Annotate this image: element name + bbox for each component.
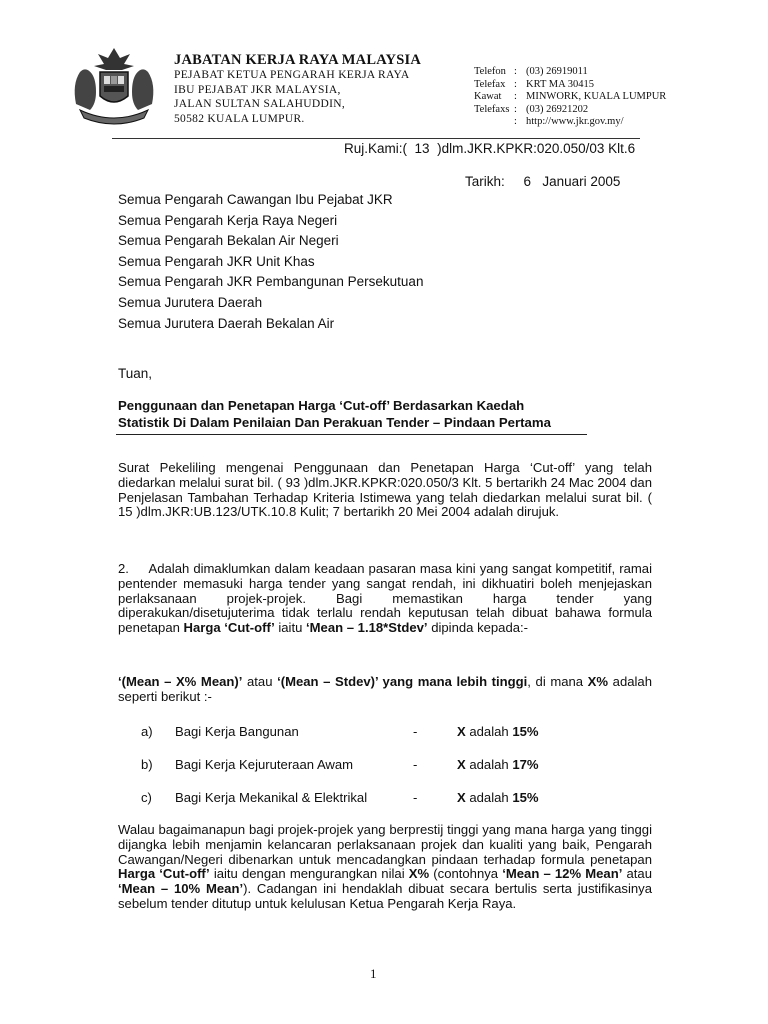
salutation: Tuan,: [118, 366, 153, 381]
letterhead-divider: [112, 138, 640, 139]
recipient: Semua Pengarah Cawangan Ibu Pejabat JKR: [118, 192, 393, 207]
letter-date: Tarikh: 6 Januari 2005: [465, 174, 621, 189]
contact-row: : http://www.jkr.gov.my/: [514, 116, 624, 128]
contact-row: Telefon : (03) 26919011: [474, 66, 588, 77]
contact-row: Kawat : MINWORK, KUALA LUMPUR: [474, 91, 667, 103]
recipient: Semua Pengarah Bekalan Air Negeri: [118, 233, 339, 249]
subject-heading: Penggunaan dan Penetapan Harga ‘Cut-off’ Berdasarkan Kaedah Statistik Di Dalam Penilaian Dan Perakuan Tender – Pindaan Pertama: [118, 398, 551, 430]
address-line: 50582 KUALA LUMPUR.: [174, 112, 305, 125]
recipient: Semua Pengarah Kerja Raya Negeri: [118, 212, 338, 228]
subject-underline: [116, 434, 587, 435]
recipient-list: [118, 190, 423, 334]
recipient: Semua Pengarah JKR Pembangunan Persekutuan: [118, 274, 424, 290]
paragraph-3: Walau bagaimanapun bagi projek-projek yang berprestij tinggi yang mana harga yang tinggi dijangka lebih menjamin kelancaran perlaksanaan projek dan kualiti yang baik, Pengarah Cawangan/Negeri dibenarkan untuk mencadangkan pindaan terhadap formula penetapan Harga ‘Cut-off’ iaitu dengan mengurangkan nilai X% (contohnya ‘Mean – 12% Mean’ atau ‘Mean – 10% Mean’). Cadangan ini hendaklah dibuat secara bertulis serta justifikasinya sebelum tender ditutup untuk kelulusan Ketua Pengarah Kerja Raya.: [118, 822, 652, 911]
recipient: Semua Jurutera Daerah: [118, 294, 263, 310]
page-number: 1: [370, 966, 377, 981]
paragraph-1: Surat Pekeliling mengenai Penggunaan dan Penetapan Harga ‘Cut-off’ yang telah diedarkan melalui surat bil. ( 93 )dlm.JKR.KPKR:020.050/3 Klt. 5 bertarikh 24 Mac 2004 dan Penjelasan Tambahan Terhadap Kriteria Istimewa yang telah diedarkan melalui surat bil. ( 15 )dlm.JKR:UB.123/UTK.10.8 Kulit; 7 bertarikh 20 Mei 2004 adalah dirujuk.: [118, 460, 652, 520]
reference-number: Ruj.Kami:( 13 )dlm.JKR.KPKR:020.050/03 Klt.6: [344, 141, 636, 156]
contact-row: Telefax : KRT MA 30415: [474, 78, 595, 90]
contact-row: Telefaxs : (03) 26921202: [474, 103, 589, 115]
organization-name: JABATAN KERJA RAYA MALAYSIA: [174, 52, 421, 68]
recipient: Semua Pengarah JKR Unit Khas: [118, 253, 315, 269]
letterhead-address: [174, 68, 409, 126]
website-link: http://www.jkr.gov.my/: [526, 116, 624, 128]
address-line: PEJABAT KETUA PENGARAH KERJA RAYA: [174, 69, 410, 81]
address-line: JALAN SULTAN SALAHUDDIN,: [174, 98, 346, 111]
coat-of-arms-logo: [66, 44, 162, 126]
address-line: IBU PEJABAT JKR MALAYSIA,: [174, 83, 341, 96]
formula-paragraph: ‘(Mean – X% Mean)’ atau ‘(Mean – Stdev)’ yang mana lebih tinggi, di mana X% adalah seperti berikut :-: [118, 674, 652, 704]
paragraph-2: 2. Adalah dimaklumkan dalam keadaan pasaran masa kini yang sangat kompetitif, ramai pentender memasuki harga tender yang sangat rendah, ini dikhuatiri boleh menjejaskan perlaksanaan projek-projek. Bagi memastikan harga tender yang diperakukan/disetujuterima tidak terlalu rendah keputusan telah dibuat bahawa formula penetapan Harga ‘Cut-off’ iaitu ‘Mean – 1.18*Stdev’ dipinda kepada:-: [118, 561, 652, 636]
recipient: Semua Jurutera Daerah Bekalan Air: [118, 315, 335, 331]
contact-block: [474, 66, 666, 129]
